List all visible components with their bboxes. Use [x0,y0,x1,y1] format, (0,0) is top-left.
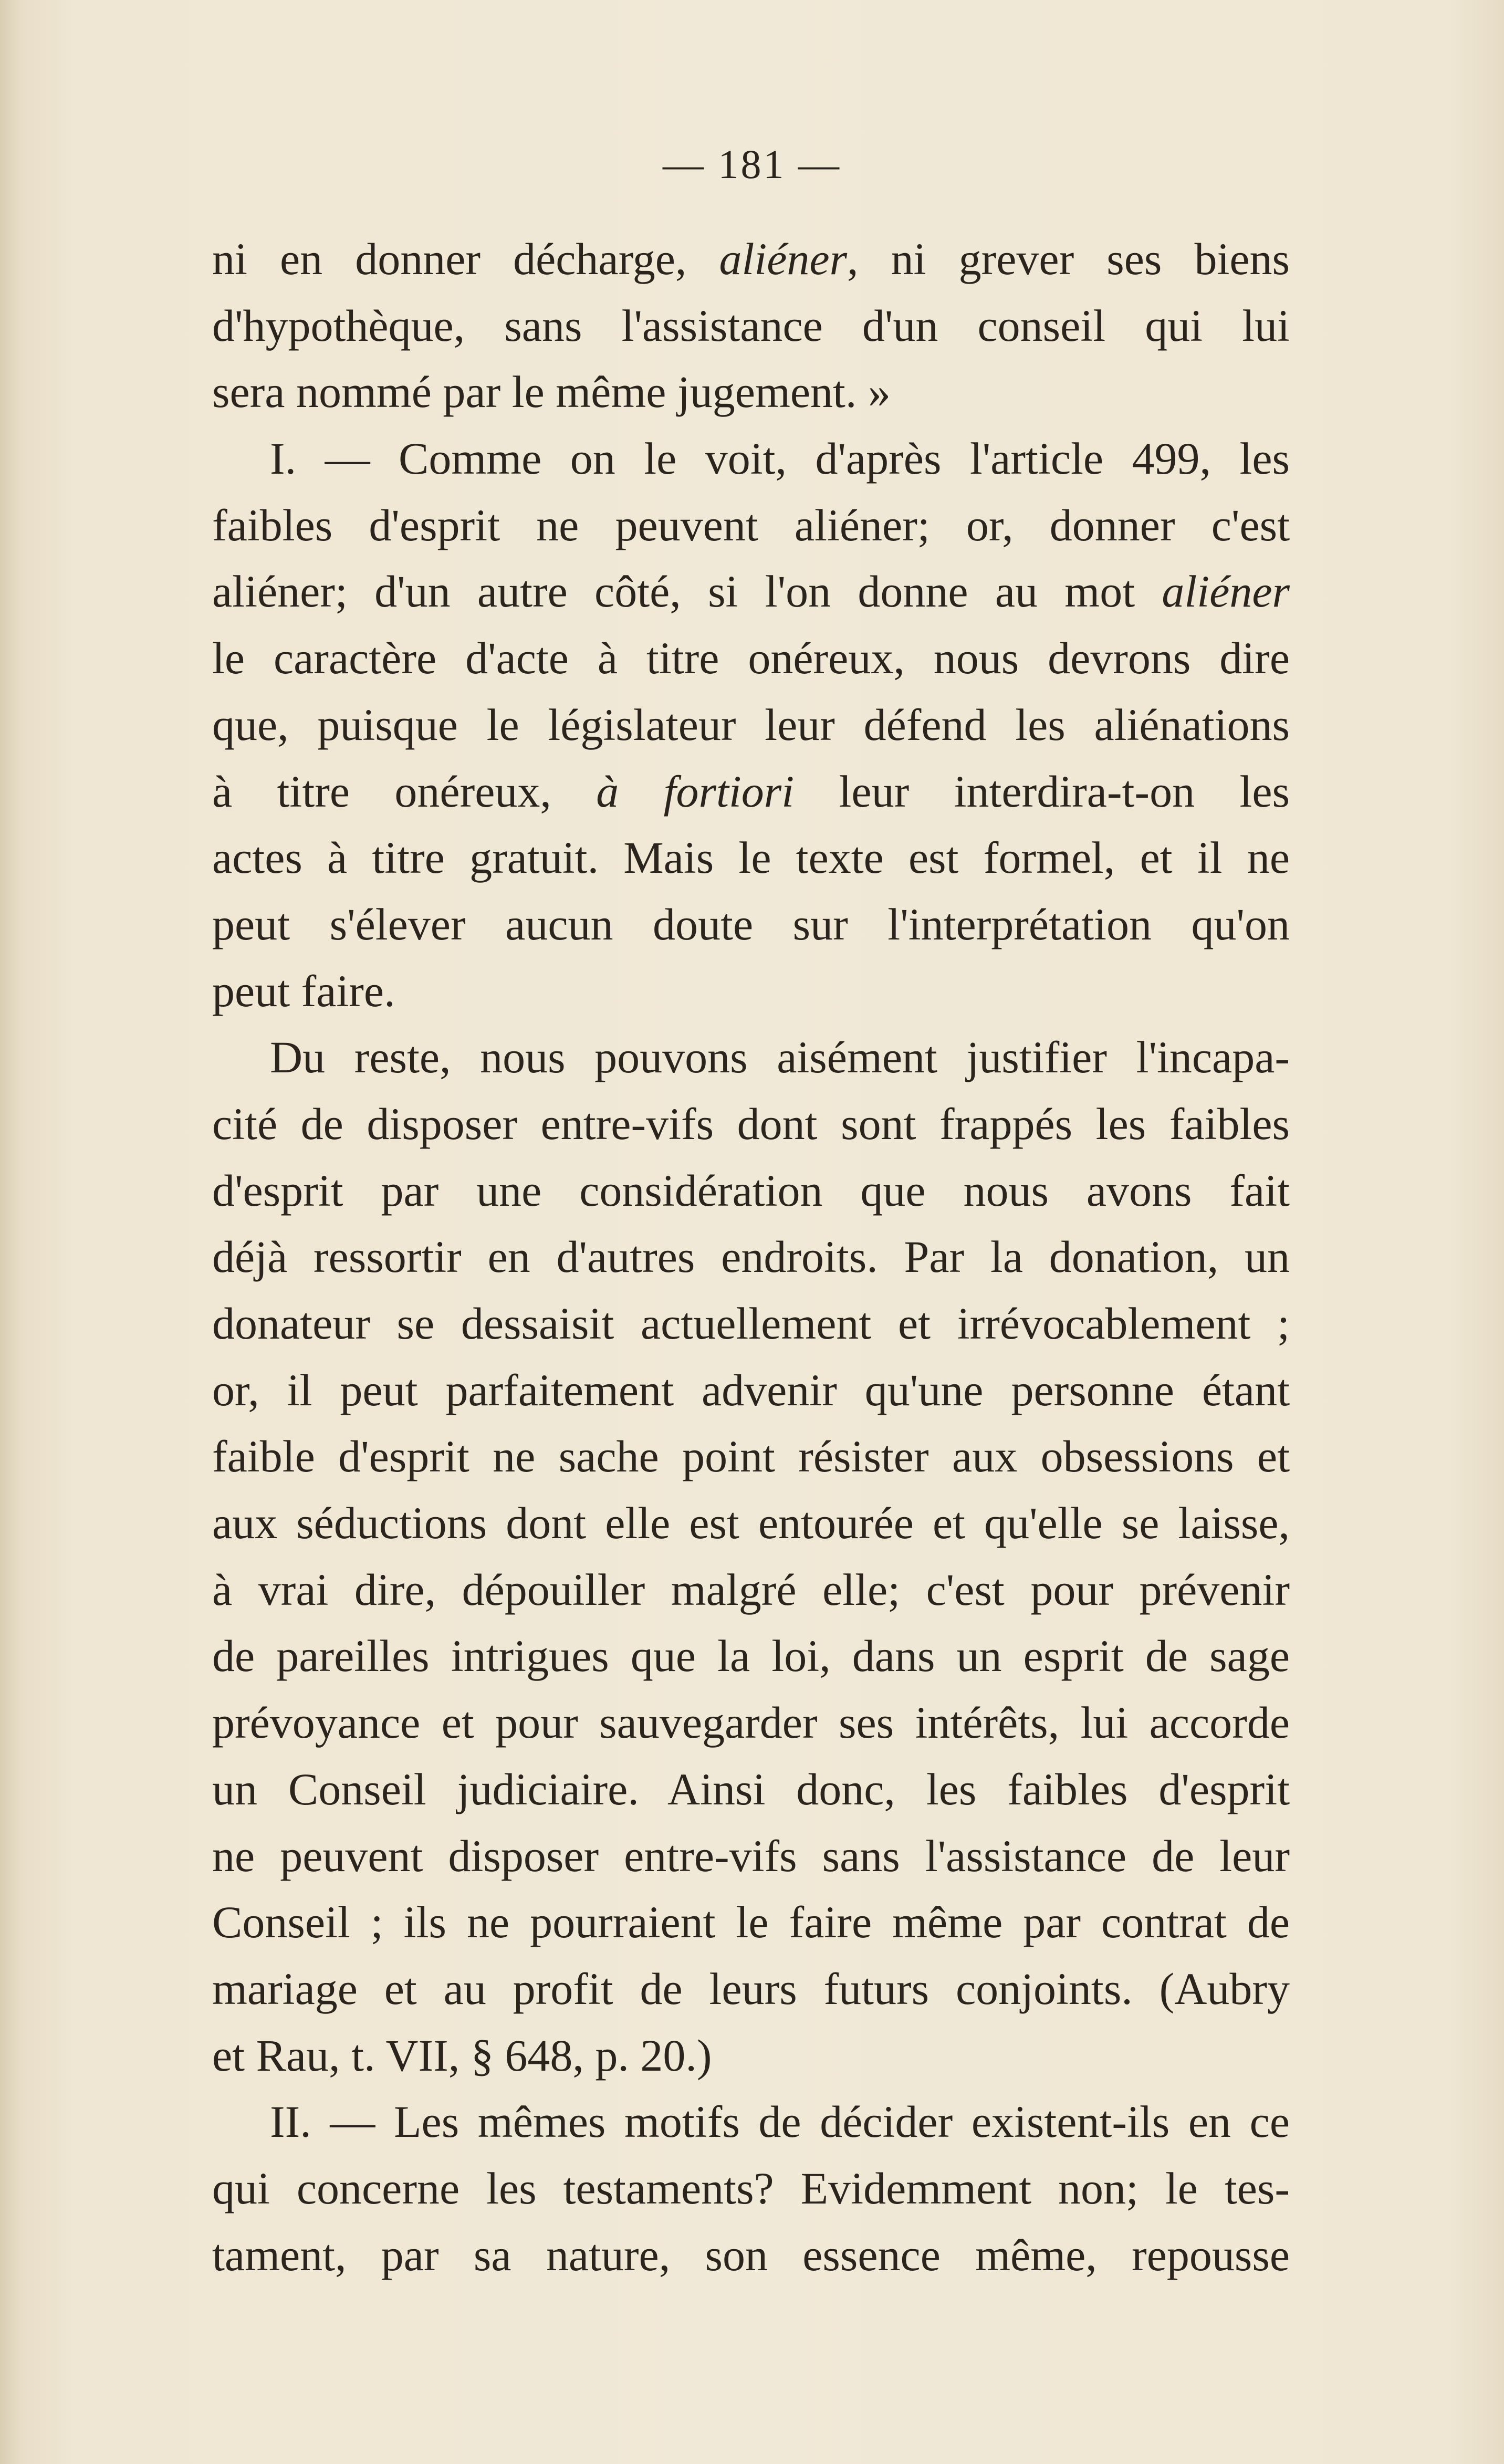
text-run: or, il peut parfaitement advenir qu'une personne étant [212,1364,1290,1415]
text-run: un Conseil judiciaire. Ainsi donc, les faibles d'esprit [212,1763,1290,1814]
text-line [212,1423,1290,1490]
text-line [212,558,1290,625]
text-run: aliéner; d'un autre côté, si l'on donne au mot [212,566,1162,617]
text-run: sera nommé par le même jugement. » [212,367,891,417]
text-run: ni en donner décharge, [212,234,719,284]
text-run: donateur se dessaisit actuellement et irrévocablement ; [212,1298,1290,1349]
text-run: à titre onéreux, [212,766,597,817]
text-run: Conseil ; ils ne pourraient le faire même par contrat de [212,1897,1290,1948]
text-line [212,1024,1290,1091]
text-run: de pareilles intrigues que la loi, dans un esprit de sage [212,1631,1290,1682]
text-run: que, puisque le législateur leur défend les aliénations [212,699,1290,750]
text-line [212,359,1290,425]
text-run: d'esprit par une considération que nous avons fait [212,1165,1290,1216]
text-line [212,293,1290,359]
text-run: actes à titre gratuit. Mais le texte est formel, et il ne [212,832,1290,883]
text-run: prévoyance et pour sauvegarder ses intérêts, lui accorde [212,1697,1290,1748]
text-line [212,1956,1290,2022]
text-run: , ni grever ses biens [847,234,1290,284]
text-line [212,1823,1290,1889]
italic-text: aliéner [719,234,848,284]
text-line [212,1557,1290,1623]
text-line [212,2222,1290,2289]
text-run: faible d'esprit ne sache point résister aux obsessions et [212,1431,1290,1482]
text-run: faibles d'esprit ne peuvent aliéner; or, donner c'est [212,499,1290,550]
text-run: II. — Les mêmes motifs de décider existent-ils en ce [270,2096,1290,2147]
text-run: aux séductions dont elle est entourée et qu'elle se laisse, [212,1498,1290,1549]
text-run: peut faire. [212,965,395,1016]
text-line [212,1290,1290,1357]
text-run: et Rau, t. VII, § 648, p. 20.) [212,2030,712,2081]
text-line [212,226,1290,293]
text-line [212,1490,1290,1557]
text-line [212,891,1290,958]
text-run: tament, par sa nature, son essence même, repousse [212,2229,1290,2280]
text-run: peut s'élever aucun doute sur l'interprétation qu'on [212,899,1290,949]
text-line [212,2022,1290,2089]
text-line [212,1889,1290,1956]
body-text [212,226,1290,2288]
text-line [212,1623,1290,1689]
text-line [212,2155,1290,2222]
text-run: qui concerne les testaments? Evidemment non; le tes- [212,2163,1290,2214]
text-run: leur interdira-t-on les [794,766,1290,817]
text-line [212,1357,1290,1424]
text-run: le caractère d'acte à titre onéreux, nous devrons dire [212,633,1290,684]
page-number: — 181 — [663,141,841,187]
text-run: I. — Comme on le voit, d'après l'article 499, les [270,433,1290,484]
text-line [212,1157,1290,1224]
italic-text: à fortiori [596,766,795,817]
text-line [212,1091,1290,1157]
text-run: déjà ressortir en d'autres endroits. Par la donation, un [212,1231,1290,1282]
text-run: à vrai dire, dépouiller malgré elle; c'est pour prévenir [212,1564,1290,1615]
text-line [212,1224,1290,1290]
text-line [212,1689,1290,1756]
text-line [212,824,1290,891]
text-run: d'hypothèque, sans l'assistance d'un conseil qui lui [212,300,1290,351]
text-run: ne peuvent disposer entre-vifs sans l'assistance de leur [212,1830,1290,1881]
text-line [212,625,1290,692]
text-line [212,2089,1290,2155]
text-line [212,758,1290,825]
text-line [212,958,1290,1025]
text-line [212,492,1290,559]
text-run: mariage et au profit de leurs futurs conjoints. (Aubry [212,1963,1290,2014]
text-run: cité de disposer entre-vifs dont sont frappés les faibles [212,1098,1290,1149]
text-line [212,425,1290,492]
text-line [212,692,1290,758]
text-line [212,1756,1290,1823]
text-run: Du reste, nous pouvons aisément justifier l'incapa- [270,1032,1290,1083]
italic-text: aliéner [1162,566,1290,617]
